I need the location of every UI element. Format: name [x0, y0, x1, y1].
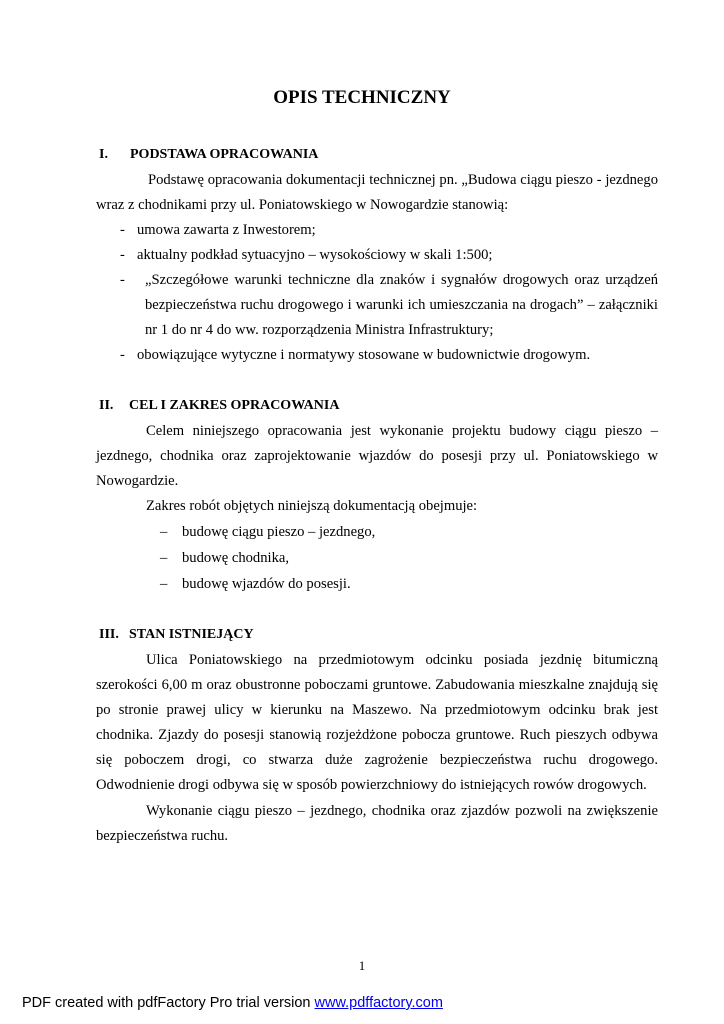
paragraph-line: Podstawę opracowania dokumentacji technicznej pn. „Budowa ciągu pieszo - jezdnego	[148, 172, 658, 188]
bullet-dash: -	[120, 272, 125, 288]
document-title: OPIS TECHNICZNY	[273, 87, 451, 108]
list-item-continuation: nr 1 do nr 4 do ww. rozporządzenia Ministra Infrastruktury;	[145, 322, 494, 338]
paragraph-line: Zakres robót objętych niniejszą dokumentacją obejmuje:	[146, 498, 478, 514]
paragraph-line: bezpieczeństwa ruchu.	[96, 828, 229, 844]
list-item: budowę wjazdów do posesji.	[182, 576, 351, 592]
pdf-footer	[22, 994, 443, 1012]
paragraph-line: wraz z chodnikami przy ul. Poniatowskiego w Nowogardzie stanowią:	[96, 197, 509, 213]
list-item-continuation: bezpieczeństwa ruchu drogowego i warunki ich umieszczania na drogach” – załączniki	[145, 297, 658, 313]
paragraph-line: Nowogardzie.	[96, 473, 179, 489]
section-title: CEL I ZAKRES OPRACOWANIA	[129, 398, 340, 413]
list-item: budowę ciągu pieszo – jezdnego,	[182, 524, 376, 540]
section-number: III.	[99, 627, 119, 642]
list-item: umowa zawarta z Inwestorem;	[137, 222, 316, 238]
section-number: II.	[99, 398, 114, 413]
paragraph-line: szerokości 6,00 m oraz obustronne poboczami gruntowe. Zabudowania mieszkalne znajdują się	[96, 677, 658, 693]
bullet-dash: –	[160, 524, 168, 540]
list-item: budowę chodnika,	[182, 550, 289, 566]
bullet-dash: -	[120, 347, 125, 363]
list-item: obowiązujące wytyczne i normatywy stosowane w budownictwie drogowym.	[137, 347, 591, 363]
bullet-dash: –	[160, 576, 168, 592]
list-item: aktualny podkład sytuacyjno – wysokościowy w skali 1:500;	[137, 247, 493, 263]
paragraph-line: chodnika. Zjazdy do posesji stanowią rozjeżdżone pobocza gruntowe. Ruch pieszych odbywa	[96, 727, 658, 743]
bullet-dash: –	[160, 550, 168, 566]
section-title: PODSTAWA OPRACOWANIA	[130, 147, 319, 162]
list-item: „Szczegółowe warunki techniczne dla znaków i sygnałów drogowych oraz urządzeń	[145, 272, 658, 288]
page-number: 1	[358, 958, 366, 973]
section-number: I.	[99, 147, 108, 162]
bullet-dash: -	[120, 247, 125, 263]
paragraph-line: się poboczem drogi, co stwarza duże zagrożenie bezpieczeństwa ruchu drogowego.	[96, 752, 658, 768]
paragraph-line: po stronie prawej ulicy w kierunku na Maszewo. Na przedmiotowym odcinku brak jest	[96, 702, 658, 718]
paragraph-line: Odwodnienie drogi odbywa się w sposób powierzchniowy do istniejących rowów drogowych.	[96, 777, 647, 793]
bullet-dash: -	[120, 222, 125, 238]
footer-text: PDF created with pdfFactory Pro trial version	[22, 995, 315, 1011]
section-title: STAN ISTNIEJĄCY	[129, 627, 254, 642]
footer-link[interactable]: www.pdffactory.com	[314, 995, 443, 1011]
paragraph-line: Ulica Poniatowskiego na przedmiotowym odcinku posiada jezdnię bitumiczną	[146, 652, 658, 668]
paragraph-line: Celem niniejszego opracowania jest wykonanie projektu budowy ciągu pieszo –	[146, 423, 658, 439]
paragraph-line: jezdnego, chodnika oraz zaprojektowanie wjazdów do posesji przy ul. Poniatowskiego w	[96, 448, 658, 464]
paragraph-line: Wykonanie ciągu pieszo – jezdnego, chodnika oraz zjazdów pozwoli na zwiększenie	[146, 803, 658, 819]
